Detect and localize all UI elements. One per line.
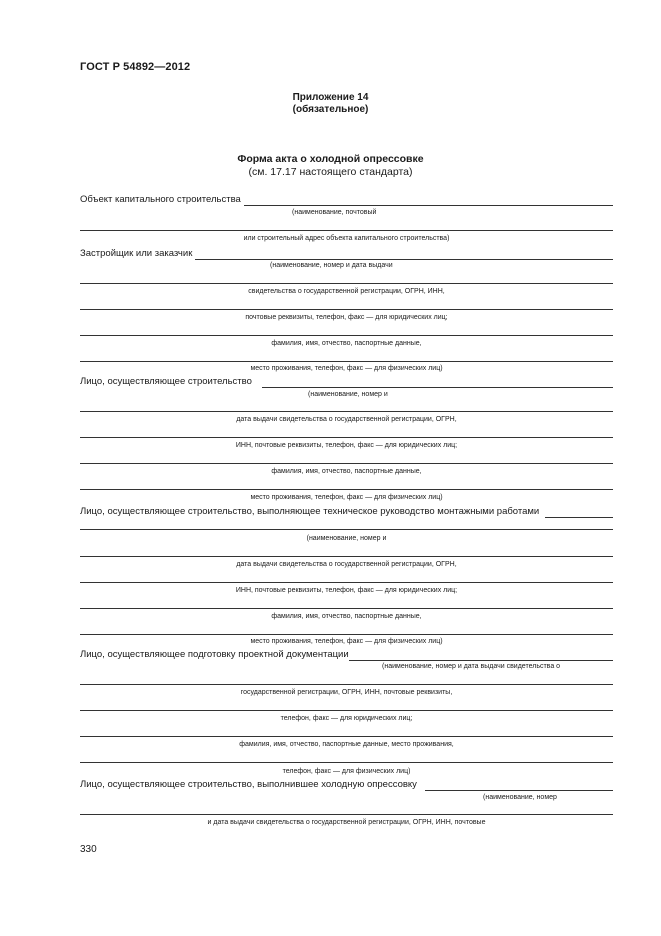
supervisor-field[interactable] [80, 504, 613, 518]
caption: ИНН, почтовые реквизиты, телефон, факс — для юридических лиц; [235, 587, 458, 594]
supervisor-label: Лицо, осуществляющее строительство, выполняющее техническое руководство монтажными работами [80, 506, 540, 517]
caption: место проживания, телефон, факс — для физических лиц) [250, 494, 443, 501]
fill-line[interactable] [80, 634, 613, 635]
supervisor-line[interactable] [545, 507, 613, 518]
form-subtitle: (см. 17.17 настоящего стандарта) [248, 166, 413, 178]
caption: или строительный адрес объекта капитального строительства) [243, 235, 450, 242]
tester-label: Лицо, осуществляющее строительство, выполнившее холодную опрессовку [80, 779, 417, 790]
caption: (наименование, номер и дата выдачи свидетельства о [382, 663, 561, 670]
document-header: ГОСТ Р 54892—2012 [80, 61, 191, 73]
caption: фамилия, имя, отчество, паспортные данные, место проживания, [239, 741, 454, 748]
fill-line[interactable] [80, 463, 613, 464]
fill-line[interactable] [80, 489, 613, 490]
fill-line[interactable] [80, 335, 613, 336]
fill-line[interactable] [80, 684, 613, 685]
caption: и дата выдачи свидетельства о государственной регистрации, ОГРН, ИНН, почтовые [207, 819, 486, 826]
caption: (наименование, номер и [306, 535, 387, 542]
fill-line[interactable] [80, 608, 613, 609]
fill-line[interactable] [80, 582, 613, 583]
fill-line[interactable] [80, 710, 613, 711]
annex-status: (обязательное) [292, 104, 369, 115]
fill-line[interactable] [80, 283, 613, 284]
caption: фамилия, имя, отчество, паспортные данные, [271, 340, 422, 347]
developer-label: Застройщик или заказчик [80, 248, 193, 259]
tester-line[interactable] [425, 780, 613, 791]
object-line[interactable] [244, 195, 613, 206]
builder-line[interactable] [262, 377, 613, 388]
annex-heading [0, 92, 661, 116]
caption: место проживания, телефон, факс — для физических лиц) [250, 638, 443, 645]
caption: фамилия, имя, отчество, паспортные данные, [271, 468, 422, 475]
fill-line[interactable] [80, 762, 613, 763]
form-heading [0, 153, 661, 179]
tester-field[interactable] [80, 777, 613, 791]
fill-line[interactable] [80, 411, 613, 412]
caption: (наименование, номер и дата выдачи [270, 262, 393, 269]
fill-line[interactable] [80, 556, 613, 557]
caption: телефон, факс — для физических лиц) [282, 768, 411, 775]
caption: телефон, факс — для юридических лиц; [280, 715, 413, 722]
fill-line[interactable] [80, 361, 613, 362]
caption: дата выдачи свидетельства о государственной регистрации, ОГРН, [236, 416, 457, 423]
caption: (наименование, номер [483, 794, 557, 801]
caption: место проживания, телефон, факс — для физических лиц) [250, 365, 443, 372]
object-label: Объект капитального строительства [80, 194, 241, 205]
developer-field[interactable] [80, 246, 613, 260]
builder-field[interactable] [80, 374, 613, 388]
object-field[interactable] [80, 192, 613, 206]
caption: (наименование, номер и [308, 391, 388, 398]
fill-line[interactable] [80, 529, 613, 530]
caption: (наименование, почтовый [292, 209, 377, 216]
designer-line[interactable] [349, 650, 613, 661]
fill-line[interactable] [80, 230, 613, 231]
caption: государственной регистрации, ОГРН, ИНН, почтовые реквизиты, [240, 689, 453, 696]
fill-line[interactable] [80, 814, 613, 815]
caption: фамилия, имя, отчество, паспортные данные, [271, 613, 422, 620]
developer-line[interactable] [195, 249, 613, 260]
caption: ИНН, почтовые реквизиты, телефон, факс — для юридических лиц; [235, 442, 458, 449]
fill-line[interactable] [80, 437, 613, 438]
fill-line[interactable] [80, 309, 613, 310]
caption: почтовые реквизиты, телефон, факс — для юридических лиц; [245, 314, 448, 321]
annex-title: Приложение 14 [292, 92, 369, 103]
designer-field[interactable] [80, 647, 613, 661]
form-title: Форма акта о холодной опрессовке [237, 153, 424, 165]
page-number: 330 [80, 844, 97, 855]
designer-label: Лицо, осуществляющее подготовку проектной документации [80, 649, 349, 660]
caption: дата выдачи свидетельства о государственной регистрации, ОГРН, [236, 561, 457, 568]
fill-line[interactable] [80, 736, 613, 737]
builder-label: Лицо, осуществляющее строительство [80, 376, 252, 387]
caption: свидетельства о государственной регистрации, ОГРН, ИНН, [248, 288, 445, 295]
